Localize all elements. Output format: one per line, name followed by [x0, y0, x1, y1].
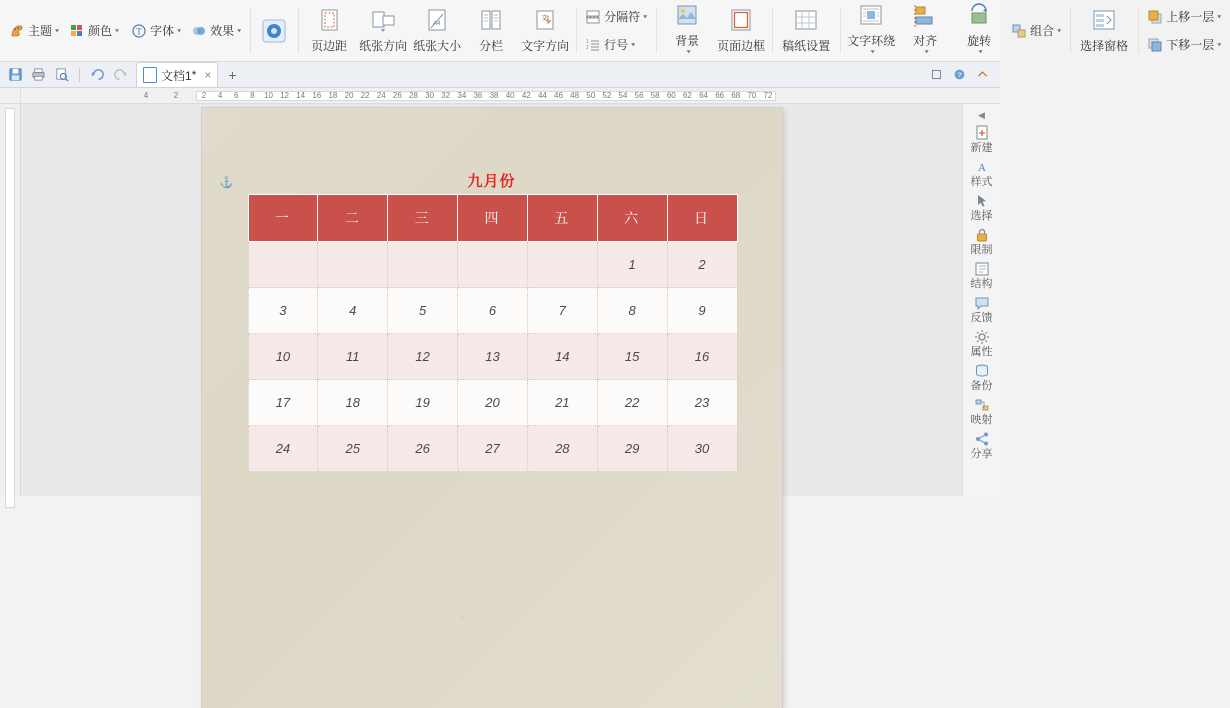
ruler-tick: 68	[731, 91, 741, 100]
vertical-ruler[interactable]	[0, 104, 21, 496]
ribbon-item-line-numbers-label: 行号	[604, 38, 629, 52]
task-pane-item-properties[interactable]	[964, 326, 1000, 360]
calendar-day-cell[interactable]: 14	[527, 334, 597, 380]
backup-icon	[974, 363, 990, 379]
calendar-day-cell[interactable]: 8	[597, 288, 667, 334]
ribbon-item-align[interactable]	[898, 3, 952, 59]
svg-text:?: ?	[956, 70, 962, 80]
print-preview-button[interactable]	[50, 65, 72, 85]
group-icon	[1011, 23, 1027, 39]
calendar-day-cell[interactable]: 23	[667, 380, 737, 426]
ribbon-item-columns[interactable]	[464, 3, 518, 59]
ruler-tick: 40	[505, 91, 515, 100]
ruler-tick: 56	[634, 91, 644, 100]
calendar-day-cell[interactable]: 13	[458, 334, 528, 380]
task-pane-item-label: 新建	[970, 142, 993, 154]
svg-text:A: A	[977, 162, 986, 174]
calendar-day-cell[interactable]: 4	[318, 288, 388, 334]
background-icon	[674, 3, 700, 29]
ruler-tick: 72	[763, 91, 773, 100]
restrict-icon	[974, 227, 990, 243]
ribbon-item-page-border-label: 页面边框	[717, 38, 766, 53]
ruler-tick: 60	[666, 91, 676, 100]
calendar-table-wrap	[248, 194, 738, 472]
task-pane-item-label: 备份	[970, 380, 993, 392]
ribbon-item-paper-size[interactable]	[410, 3, 464, 59]
calendar-day-cell[interactable]: 24	[248, 426, 318, 472]
chevron-down-icon[interactable]: ▾	[177, 26, 182, 35]
calendar-day-cell[interactable]: 25	[318, 426, 388, 472]
calendar-row	[248, 242, 737, 288]
svg-text:T: T	[136, 26, 142, 36]
ruler-tick: 4	[217, 91, 223, 100]
calendar-header-cell: 一	[248, 195, 318, 242]
ribbon-item-background[interactable]	[660, 3, 714, 59]
ribbon-item-rotate-label: 旋转	[967, 34, 992, 48]
close-icon[interactable]: ×	[204, 68, 212, 82]
task-pane-item-label: 反馈	[970, 312, 993, 324]
calendar-day-cell[interactable]: 28	[527, 426, 597, 472]
calendar-table[interactable]	[248, 194, 738, 472]
ribbon-group-breaks	[576, 0, 656, 61]
ruler-tick: 38	[489, 91, 499, 100]
ribbon-item-rotate[interactable]	[952, 3, 1006, 59]
chevron-down-icon[interactable]: ▾	[643, 12, 648, 21]
calendar-day-cell[interactable]: 12	[388, 334, 458, 380]
calendar-row	[248, 288, 737, 334]
ruler-tick: 10	[264, 91, 273, 100]
ribbon-item-columns-label: 分栏	[479, 38, 504, 53]
ruler-tick: 62	[682, 91, 692, 100]
task-pane-item-mapping[interactable]	[964, 394, 1000, 428]
ribbon-item-send-backward[interactable]	[1142, 33, 1226, 57]
task-pane-item-styles[interactable]	[964, 156, 1000, 190]
ruler-tick: 24	[376, 91, 386, 100]
task-pane-item-label: 样式	[970, 176, 993, 188]
ribbon-group-theme-browse	[250, 0, 298, 61]
chevron-down-icon[interactable]: ▾	[55, 26, 60, 35]
task-pane-item-label: 属性	[970, 346, 993, 358]
theme-browse-button[interactable]	[254, 3, 294, 59]
svg-text:1: 1	[586, 38, 589, 45]
calendar-day-cell[interactable]: 2	[667, 242, 737, 288]
line-numbers-icon	[585, 37, 601, 53]
save-button[interactable]	[4, 65, 26, 85]
ruler-tick: 36	[473, 91, 483, 100]
ribbon-item-text-wrap[interactable]	[844, 3, 898, 59]
chevron-down-icon[interactable]: ▾	[1217, 12, 1222, 21]
ribbon-item-text-direction-label: 文字方向	[521, 38, 570, 53]
ruler-tick: 70	[747, 91, 757, 100]
ribbon-group-selection	[1070, 0, 1138, 61]
ruler-tick: 8	[250, 91, 255, 100]
task-pane-item-label: 结构	[970, 278, 993, 290]
calendar-day-cell[interactable]: 16	[667, 334, 737, 380]
help-icon[interactable]	[948, 65, 970, 85]
text-direction-icon	[532, 8, 558, 34]
task-pane-item-restrict[interactable]	[964, 224, 1000, 258]
selection-pane-icon	[1091, 8, 1117, 34]
calendar-day-cell[interactable]: 21	[527, 380, 597, 426]
calendar-day-cell[interactable]: 22	[597, 380, 667, 426]
ribbon-item-group-label: 组合	[1030, 24, 1055, 38]
ribbon-item-breaks-label: 分隔符	[604, 10, 641, 24]
ruler-tick: 20	[344, 91, 354, 100]
object-anchor-icon: ⚓	[219, 177, 234, 189]
chevron-down-icon[interactable]: ▾	[924, 47, 929, 56]
print-button[interactable]	[27, 65, 49, 85]
chevron-down-icon[interactable]: ▾	[978, 47, 983, 56]
ribbon-item-breaks[interactable]	[580, 5, 652, 29]
ribbon-item-margins[interactable]	[302, 3, 356, 59]
ruler-tick: 44	[537, 91, 547, 100]
paper-size-icon	[424, 8, 450, 34]
task-pane-item-label: 映射	[970, 414, 993, 426]
calendar-header-cell: 五	[527, 195, 597, 242]
collapse-ribbon-icon[interactable]	[971, 65, 993, 85]
calendar-day-cell[interactable]: 15	[597, 334, 667, 380]
task-pane-collapse-button[interactable]: ◀	[978, 109, 985, 120]
task-pane-item-feedback[interactable]	[964, 292, 1000, 326]
ribbon-item-align-label: 对齐	[913, 34, 938, 48]
ribbon-item-theme[interactable]	[4, 19, 64, 43]
ruler-tick: 14	[296, 91, 306, 100]
ribbon-item-text-direction[interactable]	[518, 3, 572, 59]
document-modified-marker: *	[191, 68, 197, 82]
margins-icon	[316, 8, 342, 34]
document-tab-label: 文档1	[161, 68, 192, 83]
calendar-day-cell[interactable]	[527, 242, 597, 288]
calendar-day-cell[interactable]: 30	[667, 426, 737, 472]
tabbar-right-buttons	[925, 65, 1000, 85]
ribbon-item-background-label: 背景	[675, 34, 700, 48]
calendar-row	[248, 334, 737, 380]
ruler-tick: 4	[143, 91, 149, 100]
ribbon-item-theme-label: 主题	[28, 24, 53, 38]
ruler-tick: 34	[457, 91, 467, 100]
horizontal-ruler-bar	[0, 88, 1000, 104]
ruler-tick: 22	[360, 91, 370, 100]
chevron-down-icon[interactable]: ▾	[1057, 26, 1062, 35]
editor-body	[0, 104, 1000, 496]
ribbon-item-send-backward-label: 下移一层	[1166, 38, 1215, 52]
calendar-day-cell[interactable]: 17	[248, 380, 318, 426]
calendar-day-cell[interactable]: 11	[318, 334, 388, 380]
ruler-tick: 66	[715, 91, 725, 100]
ribbon-item-orientation[interactable]	[356, 3, 410, 59]
ruler-tick: 50	[586, 91, 596, 100]
calendar-day-cell[interactable]: 10	[248, 334, 318, 380]
theme-icon	[9, 23, 25, 39]
breaks-icon	[585, 9, 601, 25]
columns-icon	[478, 8, 504, 34]
ribbon-group-layering	[1138, 0, 1230, 61]
ribbon-item-selection-pane[interactable]	[1074, 3, 1134, 59]
calendar-header-cell: 三	[388, 195, 458, 242]
ribbon-item-font-label: 字体	[150, 24, 175, 38]
ruler-tick: 18	[328, 91, 338, 100]
select-icon	[974, 193, 990, 209]
align-icon	[912, 3, 938, 29]
ribbon-item-paper-size-label: 纸张大小	[413, 38, 462, 53]
calendar-day-cell[interactable]: 20	[458, 380, 528, 426]
ribbon-item-group[interactable]	[1006, 19, 1066, 43]
calendar-day-cell[interactable]: 18	[318, 380, 388, 426]
calendar-day-cell[interactable]: 6	[458, 288, 528, 334]
ribbon-item-bring-forward-label: 上移一层	[1166, 10, 1215, 24]
ruler-tick: 12	[280, 91, 290, 100]
restore-window-button[interactable]	[925, 65, 947, 85]
chevron-down-icon[interactable]: ▾	[237, 26, 242, 35]
chevron-down-icon[interactable]: ▾	[1217, 40, 1222, 49]
task-pane-item-backup[interactable]	[964, 360, 1000, 394]
calendar-day-cell[interactable]: 5	[388, 288, 458, 334]
calendar-day-cell[interactable]: 9	[667, 288, 737, 334]
share-icon	[974, 431, 990, 447]
ruler-corner	[0, 88, 21, 103]
task-pane-item-select[interactable]	[964, 190, 1000, 224]
ruler-tick: 30	[425, 91, 435, 100]
ribbon-group-theme	[2, 0, 250, 61]
mapping-icon	[974, 397, 990, 413]
page-border-icon	[728, 8, 754, 34]
calendar-day-cell[interactable]: 29	[597, 426, 667, 472]
feedback-icon	[974, 295, 990, 311]
calendar-row	[248, 380, 737, 426]
ribbon-item-colors-label: 颜色	[88, 24, 113, 38]
ribbon-group-manuscript	[772, 0, 840, 61]
properties-icon	[974, 329, 990, 345]
ribbon-item-page-border[interactable]	[714, 3, 768, 59]
ribbon-item-font[interactable]	[126, 19, 186, 43]
ruler-tick: 6	[233, 91, 239, 100]
svg-text:A4: A4	[433, 20, 441, 27]
styles-icon	[974, 159, 990, 175]
ruler-tick: 46	[554, 91, 563, 100]
task-pane-item-label: 限制	[970, 244, 993, 256]
document-tab-file1[interactable]	[136, 62, 218, 87]
calendar-row	[248, 426, 737, 472]
ruler-tick: 42	[521, 91, 531, 100]
redo-button[interactable]	[109, 65, 131, 85]
task-pane-item-new[interactable]	[964, 122, 1000, 156]
ruler-right-spacer	[962, 88, 1000, 103]
effects-icon	[191, 23, 207, 39]
ribbon-toolbar	[0, 0, 1222, 62]
ruler-tick: 28	[409, 91, 418, 100]
chevron-down-icon[interactable]: ▾	[115, 26, 120, 35]
ruler-tick: 48	[570, 91, 580, 100]
rotate-icon	[966, 3, 992, 29]
orientation-icon	[370, 8, 396, 34]
calendar-day-cell[interactable]: 26	[388, 426, 458, 472]
calendar-day-cell[interactable]: 3	[248, 288, 318, 334]
undo-button[interactable]	[86, 65, 108, 85]
ruler-tick: 16	[312, 91, 322, 100]
ruler-tick: 26	[392, 91, 402, 100]
ribbon-item-effects-label: 效果	[210, 24, 235, 38]
calendar-day-cell[interactable]	[248, 242, 318, 288]
vertical-ruler-page-span	[5, 108, 15, 508]
send-backward-icon	[1147, 37, 1163, 53]
task-pane-item-structure[interactable]	[964, 258, 1000, 292]
ruler-tick: 52	[602, 91, 612, 100]
ribbon-item-manuscript-label: 稿纸设置	[782, 38, 831, 53]
calendar-day-cell[interactable]: 19	[388, 380, 458, 426]
calendar-header-cell: 二	[318, 195, 388, 242]
manuscript-icon	[793, 8, 819, 34]
ruler-tick: 58	[650, 91, 660, 100]
ribbon-item-text-wrap-label: 文字环绕	[847, 34, 896, 48]
calendar-day-cell[interactable]: 27	[458, 426, 528, 472]
calendar-header-cell: 日	[667, 195, 737, 242]
font-icon	[131, 23, 147, 39]
horizontal-ruler[interactable]	[21, 88, 962, 103]
document-tab-bar	[0, 62, 1000, 88]
ribbon-item-effects[interactable]	[186, 19, 246, 43]
chevron-down-icon[interactable]: ▾	[870, 47, 875, 56]
ribbon-group-background	[656, 0, 772, 61]
calendar-day-cell[interactable]: 7	[527, 288, 597, 334]
bring-forward-icon	[1147, 9, 1163, 25]
new-doc-icon	[974, 125, 990, 141]
calendar-day-cell[interactable]	[388, 242, 458, 288]
calendar-day-cell[interactable]: 1	[597, 242, 667, 288]
task-pane-item-share[interactable]	[964, 428, 1000, 462]
ruler-tick: 54	[618, 91, 628, 100]
svg-text:文: 文	[541, 14, 549, 22]
calendar-header-cell: 四	[458, 195, 528, 242]
chevron-down-icon[interactable]: ▾	[686, 47, 691, 56]
ruler-tick: 2	[201, 91, 207, 100]
colors-icon	[69, 23, 85, 39]
document-icon	[143, 67, 157, 83]
ruler-tick: 64	[699, 91, 708, 100]
theme-circle-icon	[261, 18, 287, 44]
document-page[interactable]	[202, 108, 782, 708]
document-canvas[interactable]	[21, 104, 962, 496]
toolbar-divider	[79, 68, 80, 82]
ribbon-item-line-numbers[interactable]	[580, 33, 640, 57]
text-wrap-icon	[858, 3, 884, 29]
new-tab-button[interactable]: +	[228, 66, 237, 83]
chevron-down-icon[interactable]: ▾	[631, 40, 636, 49]
calendar-day-cell[interactable]	[458, 242, 528, 288]
task-pane-item-label: 选择	[970, 210, 993, 222]
calendar-header-row	[248, 195, 737, 242]
calendar-title[interactable]: 九月份	[467, 173, 516, 190]
ruler-tick: 2	[173, 91, 179, 100]
ribbon-item-manuscript[interactable]	[776, 3, 836, 59]
ribbon-item-bring-forward[interactable]	[1142, 5, 1226, 29]
ribbon-item-selection-pane-label: 选择窗格	[1080, 38, 1129, 53]
svg-text:2: 2	[586, 44, 589, 51]
task-pane-item-label: 分享	[970, 448, 993, 460]
ruler-tick: 32	[441, 91, 451, 100]
ribbon-group-page-setup	[298, 0, 576, 61]
right-task-pane	[962, 104, 1000, 496]
calendar-header-cell: 六	[597, 195, 667, 242]
ribbon-item-margins-label: 页边距	[311, 38, 348, 53]
calendar-day-cell[interactable]	[318, 242, 388, 288]
structure-icon	[974, 261, 990, 277]
ribbon-item-orientation-label: 纸张方向	[359, 38, 408, 53]
ribbon-group-arrange	[840, 0, 1070, 61]
ribbon-item-colors[interactable]	[64, 19, 124, 43]
